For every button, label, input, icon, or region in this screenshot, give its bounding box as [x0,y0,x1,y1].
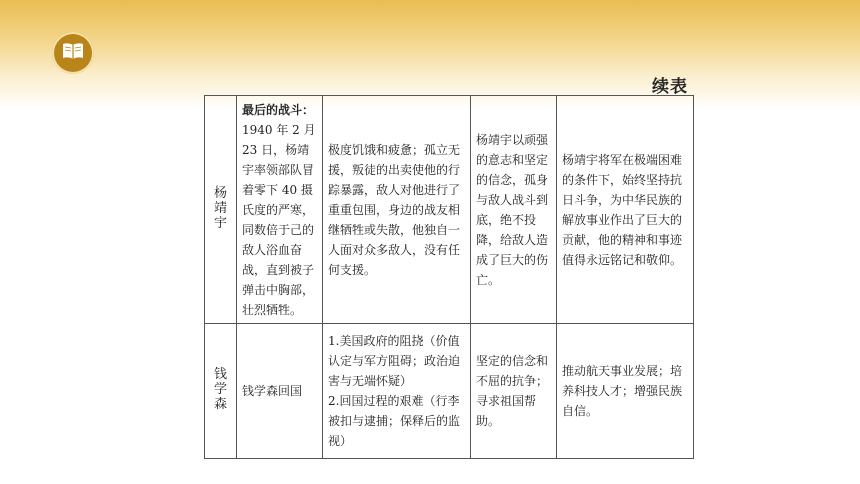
history-table [204,95,694,459]
event-title: 最后的战斗： [242,102,315,117]
response-cell: 坚定的信念和不屈的抗争；寻求祖国帮助。 [471,324,557,459]
person-name: 钱学森 [213,367,227,412]
person-name-cell [205,96,237,324]
person-name: 杨靖宇 [213,185,227,231]
significance-cell: 杨靖宇将军在极端困难的条件下，始终坚持抗日斗争，为中华民族的解放事业作出了巨大的贡献，他的精神和事迹值得永远铭记和敬仰。 [557,96,694,324]
response-cell: 杨靖宇以顽强的意志和坚定的信念，孤身与敌人战斗到底，绝不投降，给敌人造成了巨大的伤亡。 [471,96,557,324]
table-caption: 续表 [652,77,688,97]
significance-cell: 推动航天事业发展；培养科技人才；增强民族自信。 [557,324,694,459]
difficulty-item: 2.回国过程的艰难（行李被扣与逮捕；保释后的监视） [328,394,461,448]
event-cell: 钱学森回国 [237,324,323,459]
table-row [205,324,694,459]
event-text: 1940 年 2 月 23 日，杨靖宇率领部队冒着零下 40 摄氏度的严寒，同数倍于己的敌人浴血奋战，直到被子弹击中胸部，壮烈牺牲。 [242,122,316,317]
header-gradient-band [0,0,860,110]
difficulty-cell: 极度饥饿和疲惫；孤立无援，叛徒的出卖使他的行踪暴露，敌人对他进行了重重包围，身边的战友相继牺牲或失散，他独自一人面对众多敌人，没有任何支援。 [323,96,471,324]
event-cell [237,96,323,324]
book-icon [61,41,85,65]
table-row [205,96,694,324]
person-name-cell [205,324,237,459]
difficulty-cell [323,324,471,459]
book-logo [52,32,94,74]
difficulty-item: 1.美国政府的阻挠（价值认定与军方阻碍；政治迫害与无端怀疑） [328,334,461,388]
